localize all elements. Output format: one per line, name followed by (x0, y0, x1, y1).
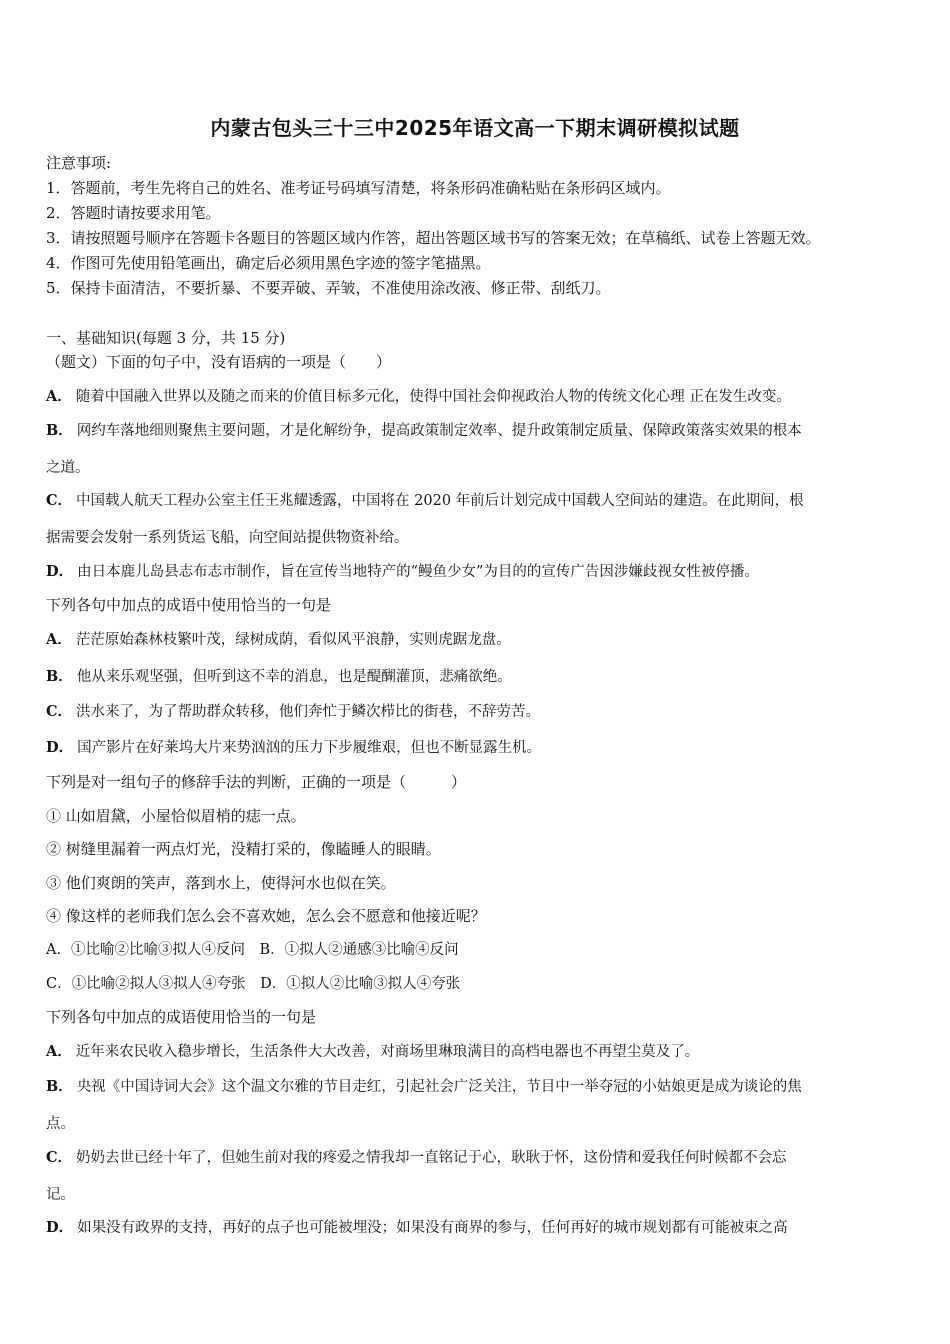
question-stem: 下列各句中加点的成语中使用恰当的一句是 (46, 596, 332, 614)
option-c (46, 1146, 787, 1167)
notice-item: 3．请按照题号顺序在答题卡各题目的答题区域内作答，超出答题区域书写的答案无效；在草稿纸、试卷上答题无效。 (46, 229, 821, 247)
option-text: 茫茫原始森林枝繁叶茂，绿树成荫，看似风平浪静，实则虎踞龙盘。 (75, 632, 511, 648)
question-stem: （题文）下面的句子中，没有语病的一项是（ ） (46, 353, 392, 371)
option-text: 国产影片在好莱坞大片来势汹汹的压力下步履维艰，但也不断显露生机。 (77, 740, 542, 756)
option-c (46, 700, 540, 721)
option-a (46, 628, 511, 649)
option-label: B． (46, 668, 73, 685)
option-text-continued: 据需要会发射一系列货运飞船，向空间站提供物资补给。 (46, 530, 409, 546)
statement: ② 树缝里漏着一两点灯光，没精打采的，像瞌睡人的眼睛。 (46, 840, 441, 858)
option-label: D． (46, 739, 74, 756)
option-label: C． (46, 492, 73, 509)
option-b (46, 665, 512, 686)
options-cd: C．①比喻②拟人③拟人④夸张 D．①拟人②比喻③拟人④夸张 (46, 976, 461, 992)
option-text-continued: 点。 (46, 1116, 75, 1132)
option-label: B． (46, 422, 73, 439)
option-label: B． (46, 1078, 73, 1095)
notice-item: 2．答题时请按要求用笔。 (46, 204, 221, 222)
option-d (46, 1216, 788, 1237)
option-label: A． (46, 1043, 72, 1060)
section-heading: 一、基础知识(每题 3 分，共 15 分) (46, 329, 286, 347)
option-b (46, 419, 802, 440)
option-text: 央视《中国诗词大会》这个温文尔雅的节目走红，引起社会广泛关注，节目中一举夺冠的小姑娘更是成为谈论的焦 (76, 1079, 802, 1095)
option-text: 奶奶去世已经十年了，但她生前对我的疼爱之情我却一直铭记于心，耿耿于怀，这份情和爱我任何时候都不会忘 (76, 1150, 787, 1166)
notice-item: 4．作图可先使用铅笔画出，确定后必须用黑色字迹的签字笔描黑。 (46, 254, 491, 272)
option-b (46, 1075, 802, 1096)
option-text: 中国载人航天工程办公室主任王兆耀透露，中国将在 2020 年前后计划完成中国载人空间站的建造。在此期间，根 (76, 493, 804, 509)
notice-item: 5．保持卡面清洁，不要折暴、不要弄破、弄皱，不准使用涂改液、修正带、刮纸刀。 (46, 279, 611, 297)
option-text: 他从来乐观坚强，但听到这不幸的消息，也是醍醐灌顶，悲痛欲绝。 (76, 669, 512, 685)
options-ab: A．①比喻②比喻③拟人④反问 B．①拟人②通感③比喻④反问 (46, 942, 459, 958)
option-d (46, 560, 759, 581)
option-text: 近年来农民收入稳步增长，生活条件大大改善，对商场里琳琅满目的高档电器也不再望尘莫及了。 (75, 1044, 700, 1060)
option-label: C． (46, 703, 73, 720)
option-text: 如果没有政界的支持，再好的点子也可能被埋没；如果没有商界的参与，任何再好的城市规划都有可能被束之高 (77, 1220, 788, 1236)
option-d (46, 736, 541, 757)
option-label: C． (46, 1149, 73, 1166)
question-stem: 下列是对一组句子的修辞手法的判断，正确的一项是（ ） (46, 773, 467, 791)
option-label: A． (46, 388, 72, 405)
option-text: 由日本鹿儿岛县志布志市制作，旨在宣传当地特产的“鳗鱼少女”为目的的宣传广告因涉嫌歧视女性被停播。 (77, 564, 759, 580)
option-c (46, 489, 804, 510)
option-a (46, 385, 791, 406)
option-text: 网约车落地细则聚焦主要问题，才是化解纷争，提高政策制定效率、提升政策制定质量、保障政策落实效果的根本 (76, 423, 802, 439)
option-text-continued: 之道。 (46, 460, 90, 476)
option-text: 洪水来了，为了帮助群众转移，他们奔忙于鳞次栉比的街巷，不辞劳苦。 (76, 704, 541, 720)
statement: ③ 他们爽朗的笑声，落到水上，使得河水也似在笑。 (46, 874, 396, 892)
option-text-continued: 记。 (46, 1187, 75, 1203)
notice-heading: 注意事项: (46, 154, 112, 172)
notice-item: 1．答题前，考生先将自己的姓名、准考证号码填写清楚，将条形码准确粘贴在条形码区域内。 (46, 179, 671, 197)
statement: ④ 像这样的老师我们怎么会不喜欢她，怎么会不愿意和他接近呢？ (46, 907, 486, 925)
option-label: D． (46, 1219, 74, 1236)
page-title: 内蒙古包头三十三中2025年语文高一下期末调研模拟试题 (210, 116, 740, 140)
question-stem: 下列各句中加点的成语使用恰当的一句是 (46, 1008, 317, 1026)
statement: ① 山如眉黛，小屋恰似眉梢的痣一点。 (46, 807, 306, 825)
option-label: A． (46, 631, 72, 648)
option-a (46, 1040, 699, 1061)
option-label: D． (46, 563, 74, 580)
option-text: 随着中国融入世界以及随之而来的价值目标多元化，使得中国社会仰视政治人物的传统文化心理 正在发生改变。 (75, 389, 791, 405)
